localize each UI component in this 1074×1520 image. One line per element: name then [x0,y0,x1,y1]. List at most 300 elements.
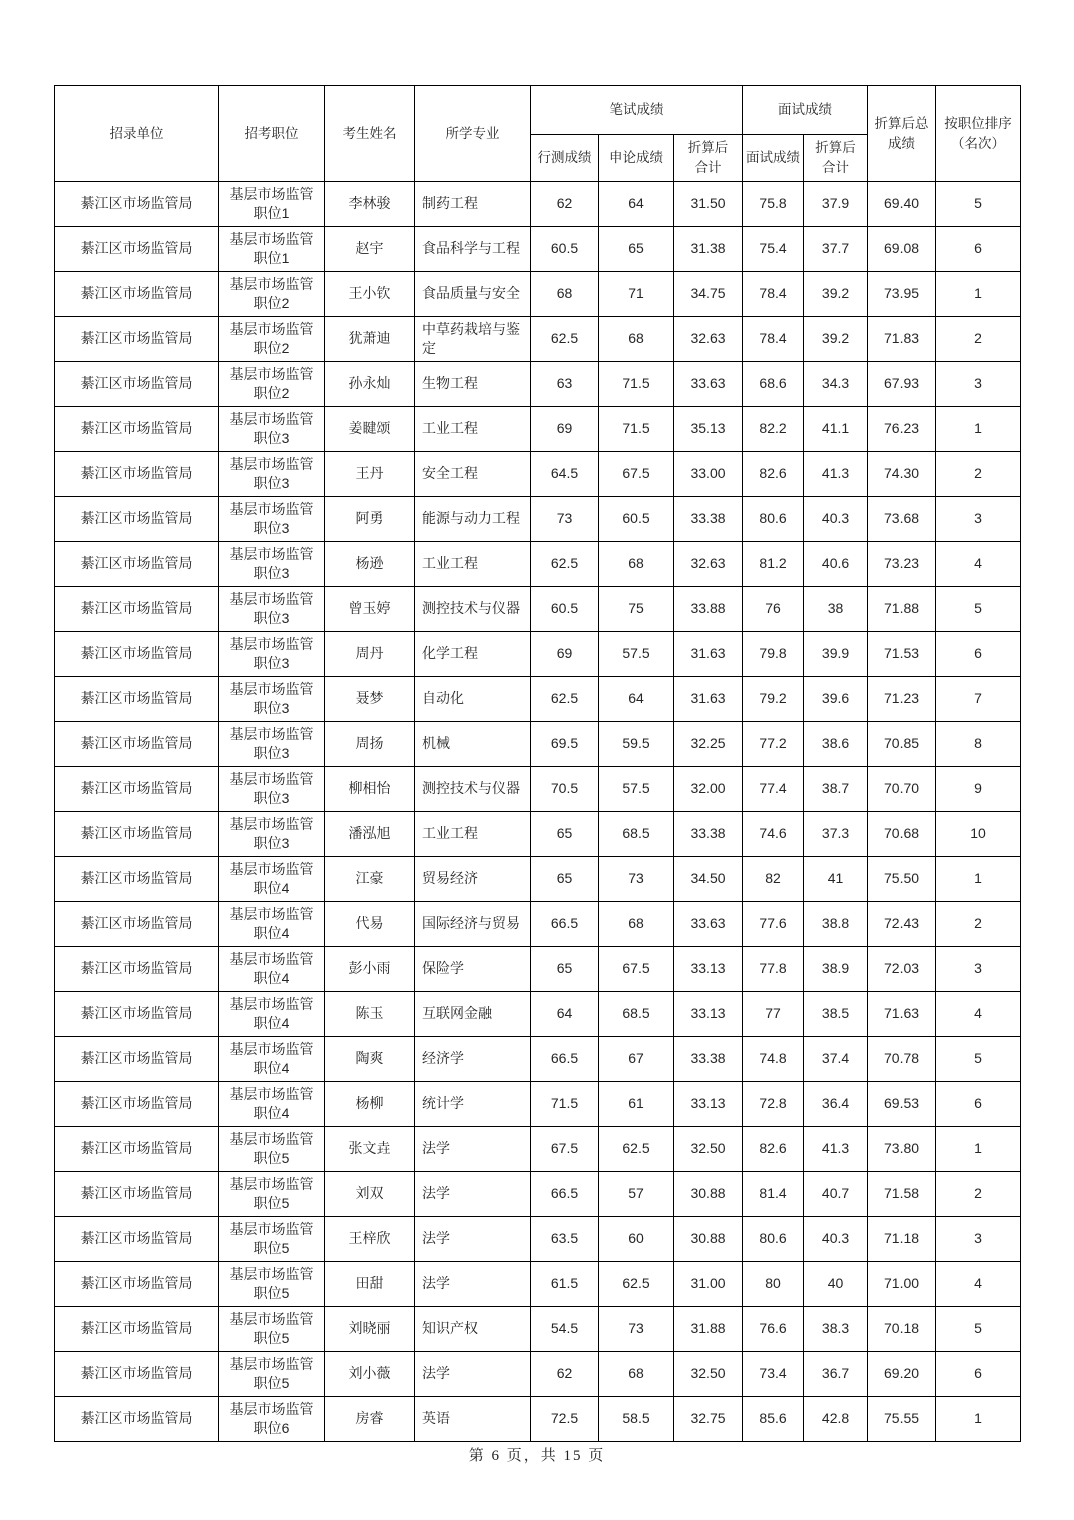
cell-unit: 綦江区市场监管局 [55,497,219,542]
cell-major: 化学工程 [415,632,531,677]
cell-xingce: 66.5 [531,902,599,947]
cell-shenlun: 64 [599,182,674,227]
cell-unit: 綦江区市场监管局 [55,767,219,812]
cell-rank: 3 [936,947,1021,992]
cell-name: 杨柳 [325,1082,415,1127]
cell-rank: 4 [936,542,1021,587]
cell-rank: 6 [936,1352,1021,1397]
header-position: 招考职位 [219,86,325,182]
cell-total: 69.08 [868,227,936,272]
cell-xingce: 70.5 [531,767,599,812]
cell-interview: 77 [743,992,804,1037]
header-xingce-score: 行测成绩 [531,135,599,182]
cell-total: 76.23 [868,407,936,452]
cell-major: 保险学 [415,947,531,992]
cell-total: 73.68 [868,497,936,542]
cell-written_conv: 33.88 [674,587,743,632]
cell-major: 安全工程 [415,452,531,497]
cell-written_conv: 32.50 [674,1127,743,1172]
cell-name: 孙永灿 [325,362,415,407]
cell-xingce: 69 [531,632,599,677]
cell-interview_conv: 38.9 [804,947,868,992]
cell-major: 工业工程 [415,812,531,857]
cell-major: 经济学 [415,1037,531,1082]
cell-name: 刘晓丽 [325,1307,415,1352]
cell-interview: 76 [743,587,804,632]
cell-written_conv: 32.63 [674,542,743,587]
cell-interview: 81.2 [743,542,804,587]
cell-name: 柳相怡 [325,767,415,812]
cell-total: 70.85 [868,722,936,767]
cell-shenlun: 64 [599,677,674,722]
cell-shenlun: 57.5 [599,632,674,677]
table-row [55,632,1021,677]
cell-major: 中草药栽培与鉴定 [415,317,531,362]
cell-unit: 綦江区市场监管局 [55,587,219,632]
cell-xingce: 69.5 [531,722,599,767]
cell-position: 基层市场监管职位5 [219,1352,325,1397]
cell-rank: 10 [936,812,1021,857]
table-row [55,1397,1021,1442]
cell-name: 王丹 [325,452,415,497]
table-row [55,677,1021,722]
cell-shenlun: 67.5 [599,452,674,497]
cell-shenlun: 57 [599,1172,674,1217]
cell-total: 71.23 [868,677,936,722]
cell-major: 机械 [415,722,531,767]
cell-unit: 綦江区市场监管局 [55,272,219,317]
table-row [55,317,1021,362]
cell-interview: 74.8 [743,1037,804,1082]
cell-position: 基层市场监管职位4 [219,1037,325,1082]
cell-interview_conv: 34.3 [804,362,868,407]
cell-unit: 綦江区市场监管局 [55,542,219,587]
cell-interview: 75.4 [743,227,804,272]
cell-position: 基层市场监管职位3 [219,812,325,857]
cell-written_conv: 30.88 [674,1172,743,1217]
cell-rank: 6 [936,227,1021,272]
cell-major: 能源与动力工程 [415,497,531,542]
cell-position: 基层市场监管职位5 [219,1307,325,1352]
cell-position: 基层市场监管职位4 [219,857,325,902]
cell-interview: 81.4 [743,1172,804,1217]
cell-unit: 綦江区市场监管局 [55,1127,219,1172]
cell-name: 阿勇 [325,497,415,542]
cell-name: 陈玉 [325,992,415,1037]
cell-interview_conv: 37.3 [804,812,868,857]
cell-major: 互联网金融 [415,992,531,1037]
cell-major: 法学 [415,1127,531,1172]
cell-xingce: 72.5 [531,1397,599,1442]
cell-interview_conv: 37.4 [804,1037,868,1082]
cell-unit: 綦江区市场监管局 [55,227,219,272]
cell-position: 基层市场监管职位3 [219,722,325,767]
cell-position: 基层市场监管职位2 [219,317,325,362]
cell-total: 73.95 [868,272,936,317]
cell-rank: 1 [936,1127,1021,1172]
cell-position: 基层市场监管职位2 [219,362,325,407]
cell-major: 工业工程 [415,407,531,452]
table-row [55,1307,1021,1352]
cell-rank: 3 [936,362,1021,407]
cell-xingce: 65 [531,812,599,857]
cell-name: 彭小雨 [325,947,415,992]
header-unit: 招录单位 [55,86,219,182]
cell-interview_conv: 38.8 [804,902,868,947]
cell-total: 71.00 [868,1262,936,1307]
table-row [55,1037,1021,1082]
cell-total: 71.18 [868,1217,936,1262]
cell-interview: 80 [743,1262,804,1307]
cell-unit: 綦江区市场监管局 [55,1217,219,1262]
table-header [55,86,1021,182]
cell-name: 江豪 [325,857,415,902]
header-written-exam-group: 笔试成绩 [531,86,743,135]
cell-xingce: 64.5 [531,452,599,497]
cell-interview: 85.6 [743,1397,804,1442]
cell-position: 基层市场监管职位4 [219,992,325,1037]
cell-name: 曾玉婷 [325,587,415,632]
table-row [55,272,1021,317]
cell-interview_conv: 38 [804,587,868,632]
cell-name: 张文垚 [325,1127,415,1172]
cell-total: 70.18 [868,1307,936,1352]
cell-total: 73.23 [868,542,936,587]
cell-unit: 綦江区市场监管局 [55,677,219,722]
cell-written_conv: 33.63 [674,902,743,947]
cell-major: 知识产权 [415,1307,531,1352]
cell-position: 基层市场监管职位3 [219,497,325,542]
table-row [55,227,1021,272]
cell-interview: 82.6 [743,1127,804,1172]
cell-interview_conv: 40.7 [804,1172,868,1217]
cell-unit: 綦江区市场监管局 [55,407,219,452]
cell-name: 周扬 [325,722,415,767]
cell-major: 法学 [415,1352,531,1397]
cell-written_conv: 35.13 [674,407,743,452]
cell-xingce: 62.5 [531,542,599,587]
header-interview-group: 面试成绩 [743,86,868,135]
cell-written_conv: 32.00 [674,767,743,812]
cell-written_conv: 33.00 [674,452,743,497]
cell-shenlun: 67.5 [599,947,674,992]
cell-xingce: 62 [531,1352,599,1397]
cell-interview: 78.4 [743,272,804,317]
cell-shenlun: 73 [599,857,674,902]
cell-interview: 75.8 [743,182,804,227]
cell-interview: 77.4 [743,767,804,812]
cell-shenlun: 58.5 [599,1397,674,1442]
cell-interview_conv: 42.8 [804,1397,868,1442]
cell-total: 69.40 [868,182,936,227]
cell-xingce: 66.5 [531,1037,599,1082]
table-row [55,182,1021,227]
cell-interview: 79.8 [743,632,804,677]
cell-interview: 82.2 [743,407,804,452]
cell-xingce: 63 [531,362,599,407]
cell-major: 制药工程 [415,182,531,227]
cell-rank: 6 [936,632,1021,677]
cell-name: 陶爽 [325,1037,415,1082]
cell-name: 李林骏 [325,182,415,227]
cell-interview_conv: 40.6 [804,542,868,587]
cell-shenlun: 68 [599,1352,674,1397]
cell-name: 潘泓旭 [325,812,415,857]
cell-written_conv: 33.63 [674,362,743,407]
cell-position: 基层市场监管职位4 [219,1082,325,1127]
cell-rank: 7 [936,677,1021,722]
cell-interview_conv: 39.2 [804,272,868,317]
cell-unit: 綦江区市场监管局 [55,992,219,1037]
cell-name: 房睿 [325,1397,415,1442]
cell-total: 74.30 [868,452,936,497]
cell-position: 基层市场监管职位2 [219,272,325,317]
cell-xingce: 63.5 [531,1217,599,1262]
table-row [55,947,1021,992]
cell-total: 75.55 [868,1397,936,1442]
cell-interview_conv: 41.3 [804,1127,868,1172]
cell-interview: 78.4 [743,317,804,362]
table-row [55,992,1021,1037]
header-major: 所学专业 [415,86,531,182]
cell-xingce: 69 [531,407,599,452]
cell-position: 基层市场监管职位3 [219,677,325,722]
header-converted-total: 折算后总 成绩 [868,86,936,182]
cell-rank: 3 [936,497,1021,542]
cell-shenlun: 68.5 [599,812,674,857]
cell-rank: 4 [936,1262,1021,1307]
cell-xingce: 65 [531,857,599,902]
cell-interview: 72.8 [743,1082,804,1127]
cell-unit: 綦江区市场监管局 [55,1352,219,1397]
cell-written_conv: 32.63 [674,317,743,362]
cell-major: 法学 [415,1172,531,1217]
cell-interview: 68.6 [743,362,804,407]
cell-position: 基层市场监管职位3 [219,587,325,632]
cell-position: 基层市场监管职位5 [219,1172,325,1217]
cell-interview_conv: 39.6 [804,677,868,722]
cell-name: 聂梦 [325,677,415,722]
cell-interview_conv: 36.7 [804,1352,868,1397]
cell-total: 70.70 [868,767,936,812]
cell-unit: 綦江区市场监管局 [55,1397,219,1442]
table-row [55,1127,1021,1172]
cell-unit: 綦江区市场监管局 [55,632,219,677]
cell-written_conv: 33.38 [674,812,743,857]
cell-major: 食品科学与工程 [415,227,531,272]
cell-interview_conv: 38.5 [804,992,868,1037]
cell-position: 基层市场监管职位4 [219,947,325,992]
cell-position: 基层市场监管职位1 [219,227,325,272]
cell-interview: 77.6 [743,902,804,947]
cell-rank: 5 [936,587,1021,632]
cell-written_conv: 33.13 [674,947,743,992]
cell-written_conv: 32.25 [674,722,743,767]
cell-position: 基层市场监管职位6 [219,1397,325,1442]
table-row [55,902,1021,947]
cell-xingce: 64 [531,992,599,1037]
cell-rank: 3 [936,1217,1021,1262]
cell-written_conv: 31.63 [674,632,743,677]
cell-xingce: 60.5 [531,587,599,632]
cell-rank: 4 [936,992,1021,1037]
cell-written_conv: 31.38 [674,227,743,272]
cell-xingce: 62 [531,182,599,227]
cell-shenlun: 71.5 [599,362,674,407]
cell-unit: 綦江区市场监管局 [55,1262,219,1307]
cell-written_conv: 31.00 [674,1262,743,1307]
table-row [55,542,1021,587]
cell-written_conv: 31.50 [674,182,743,227]
cell-unit: 綦江区市场监管局 [55,902,219,947]
table-row [55,857,1021,902]
cell-total: 69.20 [868,1352,936,1397]
cell-rank: 2 [936,452,1021,497]
cell-xingce: 73 [531,497,599,542]
cell-written_conv: 30.88 [674,1217,743,1262]
cell-position: 基层市场监管职位5 [219,1127,325,1172]
cell-interview_conv: 38.3 [804,1307,868,1352]
cell-xingce: 66.5 [531,1172,599,1217]
cell-major: 国际经济与贸易 [415,902,531,947]
cell-interview: 79.2 [743,677,804,722]
cell-shenlun: 60.5 [599,497,674,542]
cell-shenlun: 68 [599,542,674,587]
cell-shenlun: 61 [599,1082,674,1127]
cell-written_conv: 34.75 [674,272,743,317]
cell-major: 工业工程 [415,542,531,587]
cell-unit: 綦江区市场监管局 [55,857,219,902]
cell-name: 王梓欣 [325,1217,415,1262]
cell-unit: 綦江区市场监管局 [55,452,219,497]
cell-interview: 80.6 [743,1217,804,1262]
table-row [55,407,1021,452]
cell-interview: 80.6 [743,497,804,542]
cell-shenlun: 68.5 [599,992,674,1037]
cell-interview: 74.6 [743,812,804,857]
cell-name: 周丹 [325,632,415,677]
table-body [55,182,1021,1442]
table-row [55,812,1021,857]
cell-interview: 82.6 [743,452,804,497]
cell-shenlun: 71.5 [599,407,674,452]
cell-interview_conv: 36.4 [804,1082,868,1127]
cell-rank: 5 [936,182,1021,227]
table-row [55,1082,1021,1127]
cell-position: 基层市场监管职位5 [219,1262,325,1307]
cell-unit: 綦江区市场监管局 [55,812,219,857]
cell-interview_conv: 37.9 [804,182,868,227]
cell-rank: 1 [936,272,1021,317]
cell-interview_conv: 41.1 [804,407,868,452]
cell-total: 71.63 [868,992,936,1037]
cell-interview: 77.2 [743,722,804,767]
header-interview-converted: 折算后 合计 [804,135,868,182]
cell-total: 72.43 [868,902,936,947]
cell-unit: 綦江区市场监管局 [55,1037,219,1082]
cell-shenlun: 65 [599,227,674,272]
cell-position: 基层市场监管职位3 [219,452,325,497]
cell-written_conv: 32.50 [674,1352,743,1397]
cell-rank: 5 [936,1037,1021,1082]
cell-rank: 9 [936,767,1021,812]
cell-rank: 1 [936,857,1021,902]
cell-xingce: 62.5 [531,677,599,722]
cell-interview_conv: 41.3 [804,452,868,497]
cell-total: 69.53 [868,1082,936,1127]
cell-xingce: 54.5 [531,1307,599,1352]
cell-rank: 1 [936,1397,1021,1442]
cell-position: 基层市场监管职位3 [219,767,325,812]
table-row [55,1262,1021,1307]
header-interview-score: 面试成绩 [743,135,804,182]
cell-written_conv: 33.38 [674,1037,743,1082]
cell-xingce: 67.5 [531,1127,599,1172]
cell-total: 71.83 [868,317,936,362]
cell-position: 基层市场监管职位3 [219,407,325,452]
cell-interview_conv: 41 [804,857,868,902]
cell-major: 生物工程 [415,362,531,407]
cell-rank: 8 [936,722,1021,767]
cell-shenlun: 62.5 [599,1262,674,1307]
cell-unit: 綦江区市场监管局 [55,1172,219,1217]
score-table [54,85,1021,1442]
cell-xingce: 71.5 [531,1082,599,1127]
cell-interview_conv: 39.9 [804,632,868,677]
cell-total: 71.88 [868,587,936,632]
cell-unit: 綦江区市场监管局 [55,182,219,227]
cell-shenlun: 60 [599,1217,674,1262]
cell-written_conv: 32.75 [674,1397,743,1442]
cell-major: 自动化 [415,677,531,722]
table-row [55,452,1021,497]
cell-major: 法学 [415,1262,531,1307]
cell-shenlun: 73 [599,1307,674,1352]
cell-written_conv: 33.13 [674,1082,743,1127]
cell-written_conv: 34.50 [674,857,743,902]
cell-written_conv: 33.13 [674,992,743,1037]
cell-shenlun: 59.5 [599,722,674,767]
cell-xingce: 65 [531,947,599,992]
cell-major: 统计学 [415,1082,531,1127]
table-row [55,497,1021,542]
cell-shenlun: 62.5 [599,1127,674,1172]
cell-rank: 5 [936,1307,1021,1352]
cell-total: 72.03 [868,947,936,992]
cell-position: 基层市场监管职位3 [219,632,325,677]
cell-name: 杨逊 [325,542,415,587]
header-candidate-name: 考生姓名 [325,86,415,182]
cell-major: 英语 [415,1397,531,1442]
table-row [55,1172,1021,1217]
cell-shenlun: 57.5 [599,767,674,812]
table-row [55,362,1021,407]
cell-rank: 1 [936,407,1021,452]
cell-name: 刘双 [325,1172,415,1217]
cell-unit: 綦江区市场监管局 [55,1082,219,1127]
cell-written_conv: 31.63 [674,677,743,722]
cell-major: 测控技术与仪器 [415,767,531,812]
cell-name: 赵宇 [325,227,415,272]
table-row [55,767,1021,812]
cell-major: 食品质量与安全 [415,272,531,317]
cell-shenlun: 68 [599,317,674,362]
table-row [55,1352,1021,1397]
cell-major: 法学 [415,1217,531,1262]
table-row [55,1217,1021,1262]
cell-unit: 綦江区市场监管局 [55,362,219,407]
cell-unit: 綦江区市场监管局 [55,1307,219,1352]
